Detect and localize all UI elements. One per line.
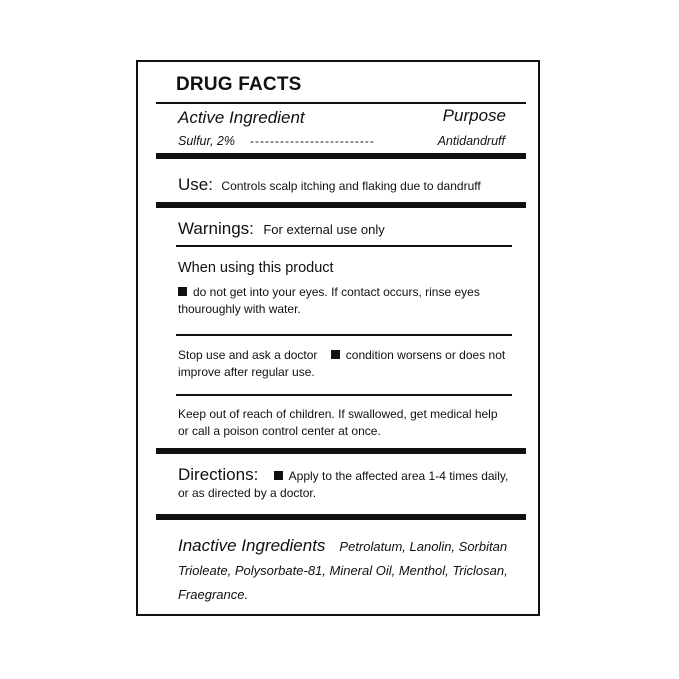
divider <box>176 334 512 336</box>
directions-text: Apply to the affected area 1-4 times daily, or as directed by a doctor. <box>178 469 509 500</box>
stop-use-lead: Stop use and ask a doctor <box>178 348 318 362</box>
divider-thick <box>156 153 526 159</box>
purpose-heading: Purpose <box>442 106 506 125</box>
when-using-body <box>178 284 508 318</box>
dotted-leader: ------------------------- <box>250 134 375 148</box>
divider-thick <box>156 202 526 208</box>
when-using-heading: When using this product <box>178 260 334 276</box>
use-heading: Use: <box>178 175 213 194</box>
square-bullet-icon <box>178 287 187 296</box>
use-text: Controls scalp itching and flaking due to dandruff <box>221 179 481 193</box>
directions-heading: Directions: <box>178 465 259 484</box>
inactive-ingredients-heading: Inactive Ingredients <box>178 536 326 555</box>
use-section <box>178 175 481 195</box>
warnings-text: For external use only <box>263 222 385 237</box>
divider <box>176 245 512 247</box>
active-ingredient-name: Sulfur, 2% <box>178 134 235 148</box>
when-using-text: do not get into your eyes. If contact occurs, rinse eyes thouroughly with water. <box>178 285 480 316</box>
divider <box>176 394 512 396</box>
divider <box>156 102 526 104</box>
warnings-heading: Warnings: <box>178 219 254 238</box>
square-bullet-icon <box>331 350 340 359</box>
inactive-ingredients-body <box>178 534 513 607</box>
inactive-ingredients-text: Petrolatum, Lanolin, Sorbitan Trioleate, Polysorbate-81, Mineral Oil, Menthol, Triclosan, Fraegrance. <box>178 539 508 602</box>
directions-body <box>178 466 518 502</box>
divider-thick <box>156 514 526 520</box>
warnings-section <box>178 219 385 239</box>
drug-facts-label <box>136 60 540 616</box>
label-title: DRUG FACTS <box>176 74 302 95</box>
purpose-value: Antidandruff <box>437 134 505 148</box>
divider-thick <box>156 448 526 454</box>
active-ingredient-heading: Active Ingredient <box>178 108 305 127</box>
stop-use-body <box>178 347 511 381</box>
keep-out-text: Keep out of reach of children. If swallowed, get medical help or call a poison control center at once. <box>178 407 498 438</box>
stop-use-text: condition worsens or does not improve after regular use. <box>178 348 506 379</box>
square-bullet-icon <box>274 471 283 480</box>
